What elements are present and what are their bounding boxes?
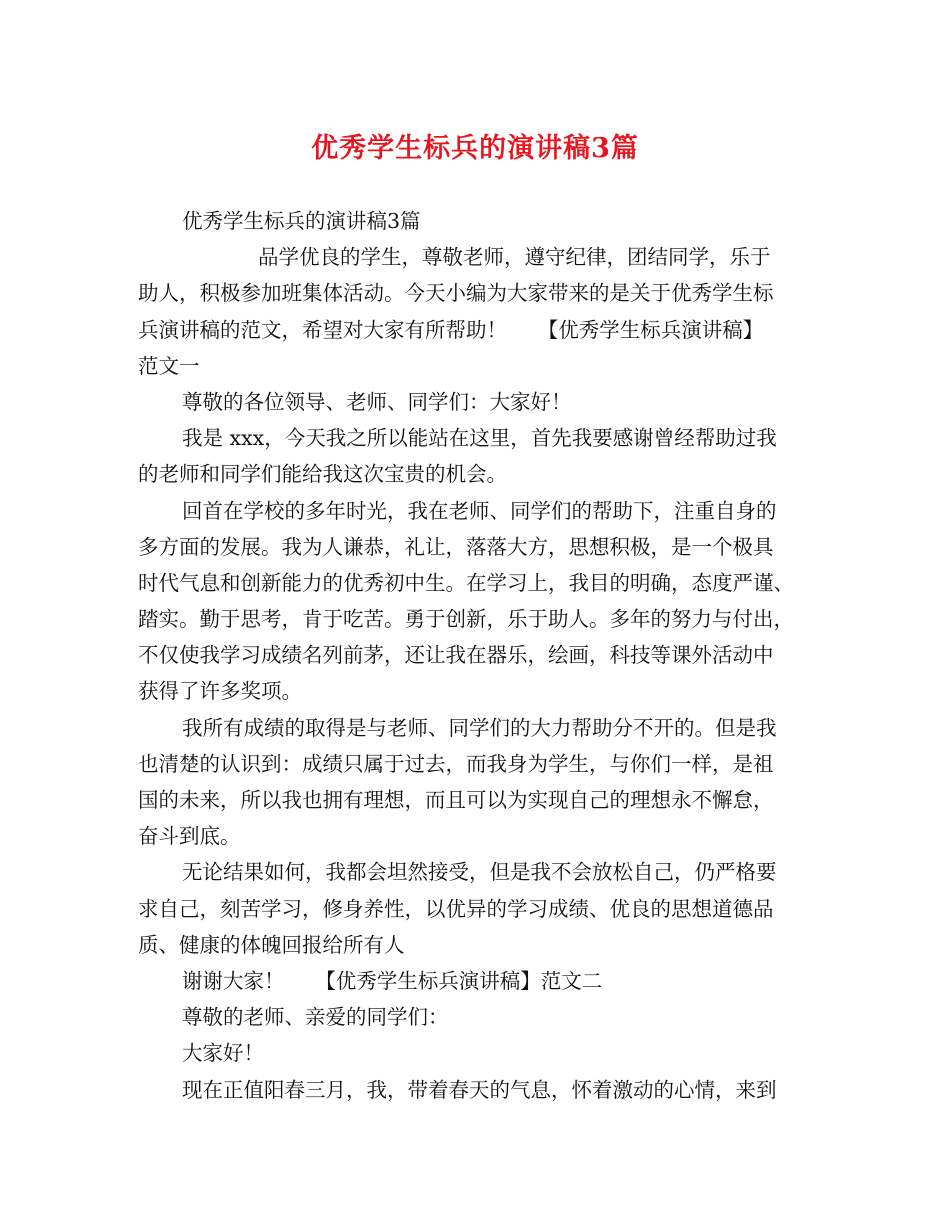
text-line: 现在正值阳春三月，我，带着春天的气息，怀着激动的心情，来到	[182, 1077, 777, 1102]
text-line: 范文一	[138, 353, 200, 378]
text-line: 助人，积极参加班集体活动。今天小编为大家带来的是关于优秀学生标	[138, 281, 774, 306]
text-line: 回首在学校的多年时光，我在老师、同学们的帮助下，注重自身的	[182, 498, 777, 523]
text-line: 尊敬的各位领导、老师、同学们：大家好！	[182, 389, 572, 414]
text-line: 国的未来，所以我也拥有理想，而且可以为实现自己的理想永不懈怠，	[138, 788, 774, 812]
document-body	[138, 203, 818, 1108]
text-line: 质、健康的体魄回报给所有人	[138, 932, 405, 957]
text-line: 多方面的发展。我为人谦恭，礼让，落落大方，思想积极，是一个极具	[138, 534, 774, 559]
text-line: 求自己，刻苦学习，修身养性，以优异的学习成绩、优良的思想道德品	[138, 896, 774, 921]
text-line: 奋斗到底。	[138, 824, 241, 849]
text-line: 品学优良的学生，尊敬老师，遵守纪律，团结同学，乐于	[258, 245, 771, 270]
text-line: 获得了许多奖项。	[138, 679, 302, 704]
text-line: 时代气息和创新能力的优秀初中生。在学习上，我目的明确，态度严谨、	[138, 570, 794, 595]
text-line: 优秀学生标兵的演讲稿3篇	[182, 209, 421, 233]
text-line: 也清楚的认识到：成绩只属于过去，而我身为学生，与你们一样，是祖	[138, 751, 774, 776]
text-line: 不仅使我学习成绩名列前茅，还让我在器乐，绘画，科技等课外活动中	[138, 643, 774, 668]
text-line: 无论结果如何，我都会坦然接受，但是我不会放松自己，仍严格要	[182, 860, 777, 885]
text-line: 谢谢大家！ 【优秀学生标兵演讲稿】范文二	[182, 968, 603, 993]
text-line: 我是 xxx，今天我之所以能站在这里，首先我要感谢曾经帮助过我	[182, 426, 777, 451]
text-line: 兵演讲稿的范文，希望对大家有所帮助！ 【优秀学生标兵演讲稿】	[138, 317, 764, 342]
text-line: 大家好！	[182, 1041, 264, 1066]
text-line: 我所有成绩的取得是与老师、同学们的大力帮助分不开的。但是我	[182, 715, 777, 740]
text-line: 的老师和同学们能给我这次宝贵的机会。	[138, 462, 507, 487]
text-line: 尊敬的老师、亲爱的同学们：	[182, 1005, 449, 1030]
document-title: 优秀学生标兵的演讲稿3篇	[311, 133, 639, 164]
text-line: 踏实。勤于思考，肯于吃苦。勇于创新，乐于助人。多年的努力与付出，	[138, 607, 794, 632]
